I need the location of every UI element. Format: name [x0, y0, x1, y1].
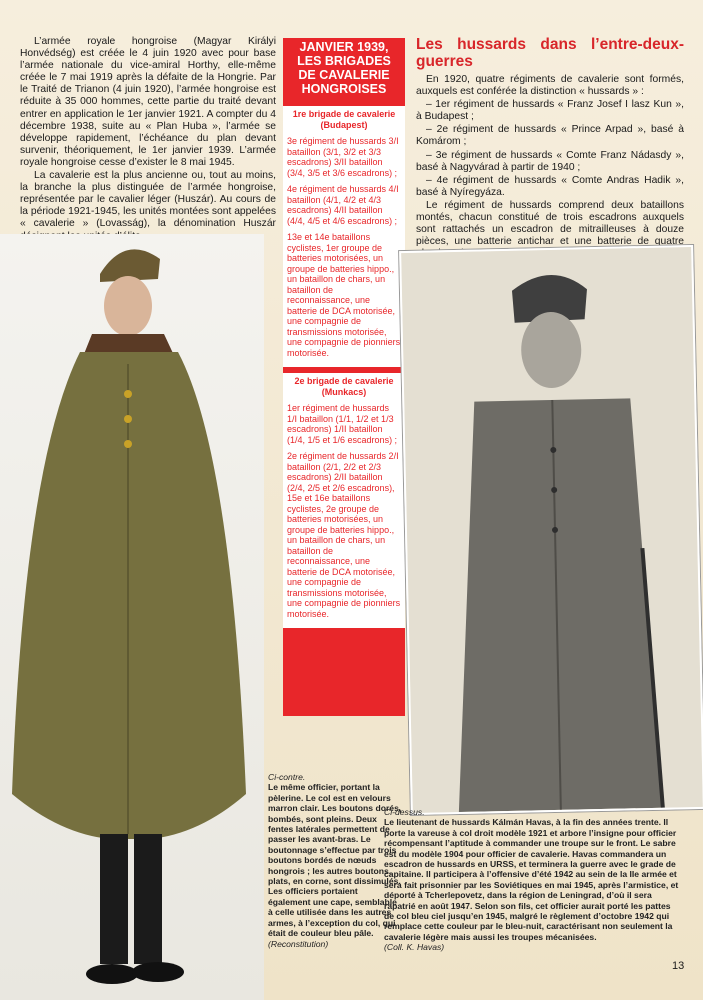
brigade-1-item: 13e et 14e bataillons cyclistes, 1er groupe de batteries motorisées, un groupe de batteries hippo., un bataillon de chars, un bataillon de reconnaissance, une batterie de DCA motorisée, une compagnie de transmissions motorisée, une compagnie de pionniers motorisée.	[287, 232, 401, 358]
photo-lieutenant-havas	[399, 245, 703, 815]
section-title: Les hussards dans l’entre-deux-guerres	[416, 36, 684, 70]
intro-paragraph: La cavalerie est la plus ancienne ou, tout au moins, la branche la plus distinguée de l’armée hongroise, représentée par le cavalier léger (Huszár). Au cours de la période 1921-1945, les unités montées sont appelées « cavalerie » (Lovasság), la dénomination Huszár	[20, 170, 276, 230]
brigade-2-item: 2e régiment de hussards 2/I bataillon (2/1, 2/2 et 2/3 escadrons) 2/II bataillon (2/4, 2/5 et 2/6 escadrons), 15e et 16e bataillons cyclistes, 2e groupe de batteries motorisées, un groupe de batteries hippo., un bataillon de chars, un bataillon de reconnaissance, une batterie de DCA motorisée, une compagnie de transmissions motorisée, une compagnie de pionniers motorisée.	[287, 451, 401, 619]
caption-lead: Ci-contre.	[268, 772, 306, 782]
intro-paragraph: L’armée royale hongroise (Magyar Királyi Honvédség) est créée le 4 juin 1920 avec pour base l’armée nationale du vice-amiral Horthy, elle-même créée le 7 mai 1919 après la défaite de la Hongrie. Par le Traité de Trianon (4 juin 1920), l’armée hongroise est réduite à 35 000 hommes, cette partie du traité devant entrer en application le 1er janvier 1921. A compter du 4 décembre 1938, suite au « Plan Huba », l’armée se développe rapidement, l’échéance du plan devant survenir, théoriquement, le 1er janvier 1939. L’armée royale hongroise cesse d’exister le 8 mai 1945.	[20, 36, 276, 168]
intro-text	[20, 36, 276, 244]
caption-body: Le même officier, portant la pèlerine. Le col est en velours marron clair. Les boutons dorés, bombés, sont pleins. Deux fentes latérales permettent de passer les avant-bras. Le boutonnage s’effectue par trois boutons bordés de nœuds hongrois ; les autres boutons, plats, en corne, sont dissimulés. Les officiers portaient également une cape, semblable à celle utilisée dans les autres armes, à l’exception du col, qui était de couleur bleu pâle.	[268, 782, 402, 939]
caption-credit: (Reconstitution)	[268, 938, 329, 949]
regiment-item: – 2e régiment de hussards « Prince Arpad », basé à Komárom ;	[416, 124, 684, 148]
brigade-1-item: 4e régiment de hussards 4/I bataillon (4/1, 4/2 et 4/3 escadrons) 4/II bataillon (4/4, 4/5 et 4/6 escadrons) ;	[287, 184, 399, 226]
caption-right	[384, 807, 680, 953]
caption-left	[268, 772, 402, 949]
lieutenant-portrait-illustration	[401, 247, 703, 813]
brigade-1-block	[283, 106, 405, 367]
page-number: 13	[672, 960, 685, 972]
brigade-1-head: 1re brigade de cavalerie (Budapest)	[292, 109, 396, 130]
sidebar-cavalry-brigades	[283, 38, 405, 716]
brigade-1-item: 3e régiment de hussards 3/I bataillon (3/1, 3/2 et 3/3 escadrons) 3/II bataillon (3/4, 3/5 et 3/6 escadrons) ;	[287, 136, 399, 178]
caption-body: Le lieutenant de hussards Kálmán Havas, à la fin des années trente. Il porte la vareuse à col droit modèle 1921 et arbore l’insigne pour officier récompensant l’aptitude à commander une troupe sur le front. Le sabre est du modèle 1904 pour officier de cavalerie. Havas commandera un escadron de hussards en URSS, et terminera la guerre avec le grade de capitaine. Il participera à l’offensive d’été 1942 au sein de la IIe armée et sera fait prisonnier par les Soviétiques en mai 1945, après l’armistice, et déporté à Tcherlepovetz, dans la région de Leningrad, d’où il sera rapatrié en août 1947. Selon son fils, cet officier aurait porté les pattes de col bleu ciel jusqu’en 1945, malgré le règlement d’octobre 1942 qui remplace cette couleur par le bleu-nuit, caractérisant non seulement la cavalerie légère mais aussi les troupes mécanisées.	[384, 817, 679, 942]
brigade-2-head: 2e brigade de cavalerie (Munkacs)	[294, 376, 394, 397]
brigade-2-item: 1er régiment de hussards 1/I bataillon (1/1, 1/2 et 1/3 escadrons) 1/II bataillon (1/4, 1/5 et 1/6 escadrons) ;	[287, 403, 398, 445]
regiment-item: – 4e régiment de hussards « Comte Andras Hadik », basé à Nyíregyáza.	[416, 174, 684, 198]
sidebar-title: JANVIER 1939, LES BRIGADES DE CAVALERIE HONGROISES	[297, 40, 391, 96]
article-paragraph: En 1920, quatre régiments de cavalerie sont formés, auxquels est conférée la distinction « hussards » :	[416, 74, 684, 98]
hussars-article	[416, 36, 684, 261]
article-paragraph: Le régiment de hussards comprend deux bataillons montés, chacun constitué de trois escadrons auxquels sont rattachés un escadron de mitrailleuses à douze pièces, une batterie antichar et une batterie de quatre	[416, 199, 684, 248]
brigade-2-block	[283, 373, 405, 628]
caption-lead: Ci-dessus.	[384, 807, 425, 817]
officer-cape-illustration	[0, 234, 264, 1000]
caption-credit: (Coll. K. Havas)	[384, 942, 445, 953]
photo-officer-cape	[0, 234, 264, 1000]
regiment-item: – 1er régiment de hussards « Franz Josef I lasz Kun », à Budapest ;	[416, 99, 684, 123]
regiment-item: – 3e régiment de hussards « Comte Franz Nádasdy », basé à Nagyvárad à partir de 1940 ;	[416, 149, 684, 173]
